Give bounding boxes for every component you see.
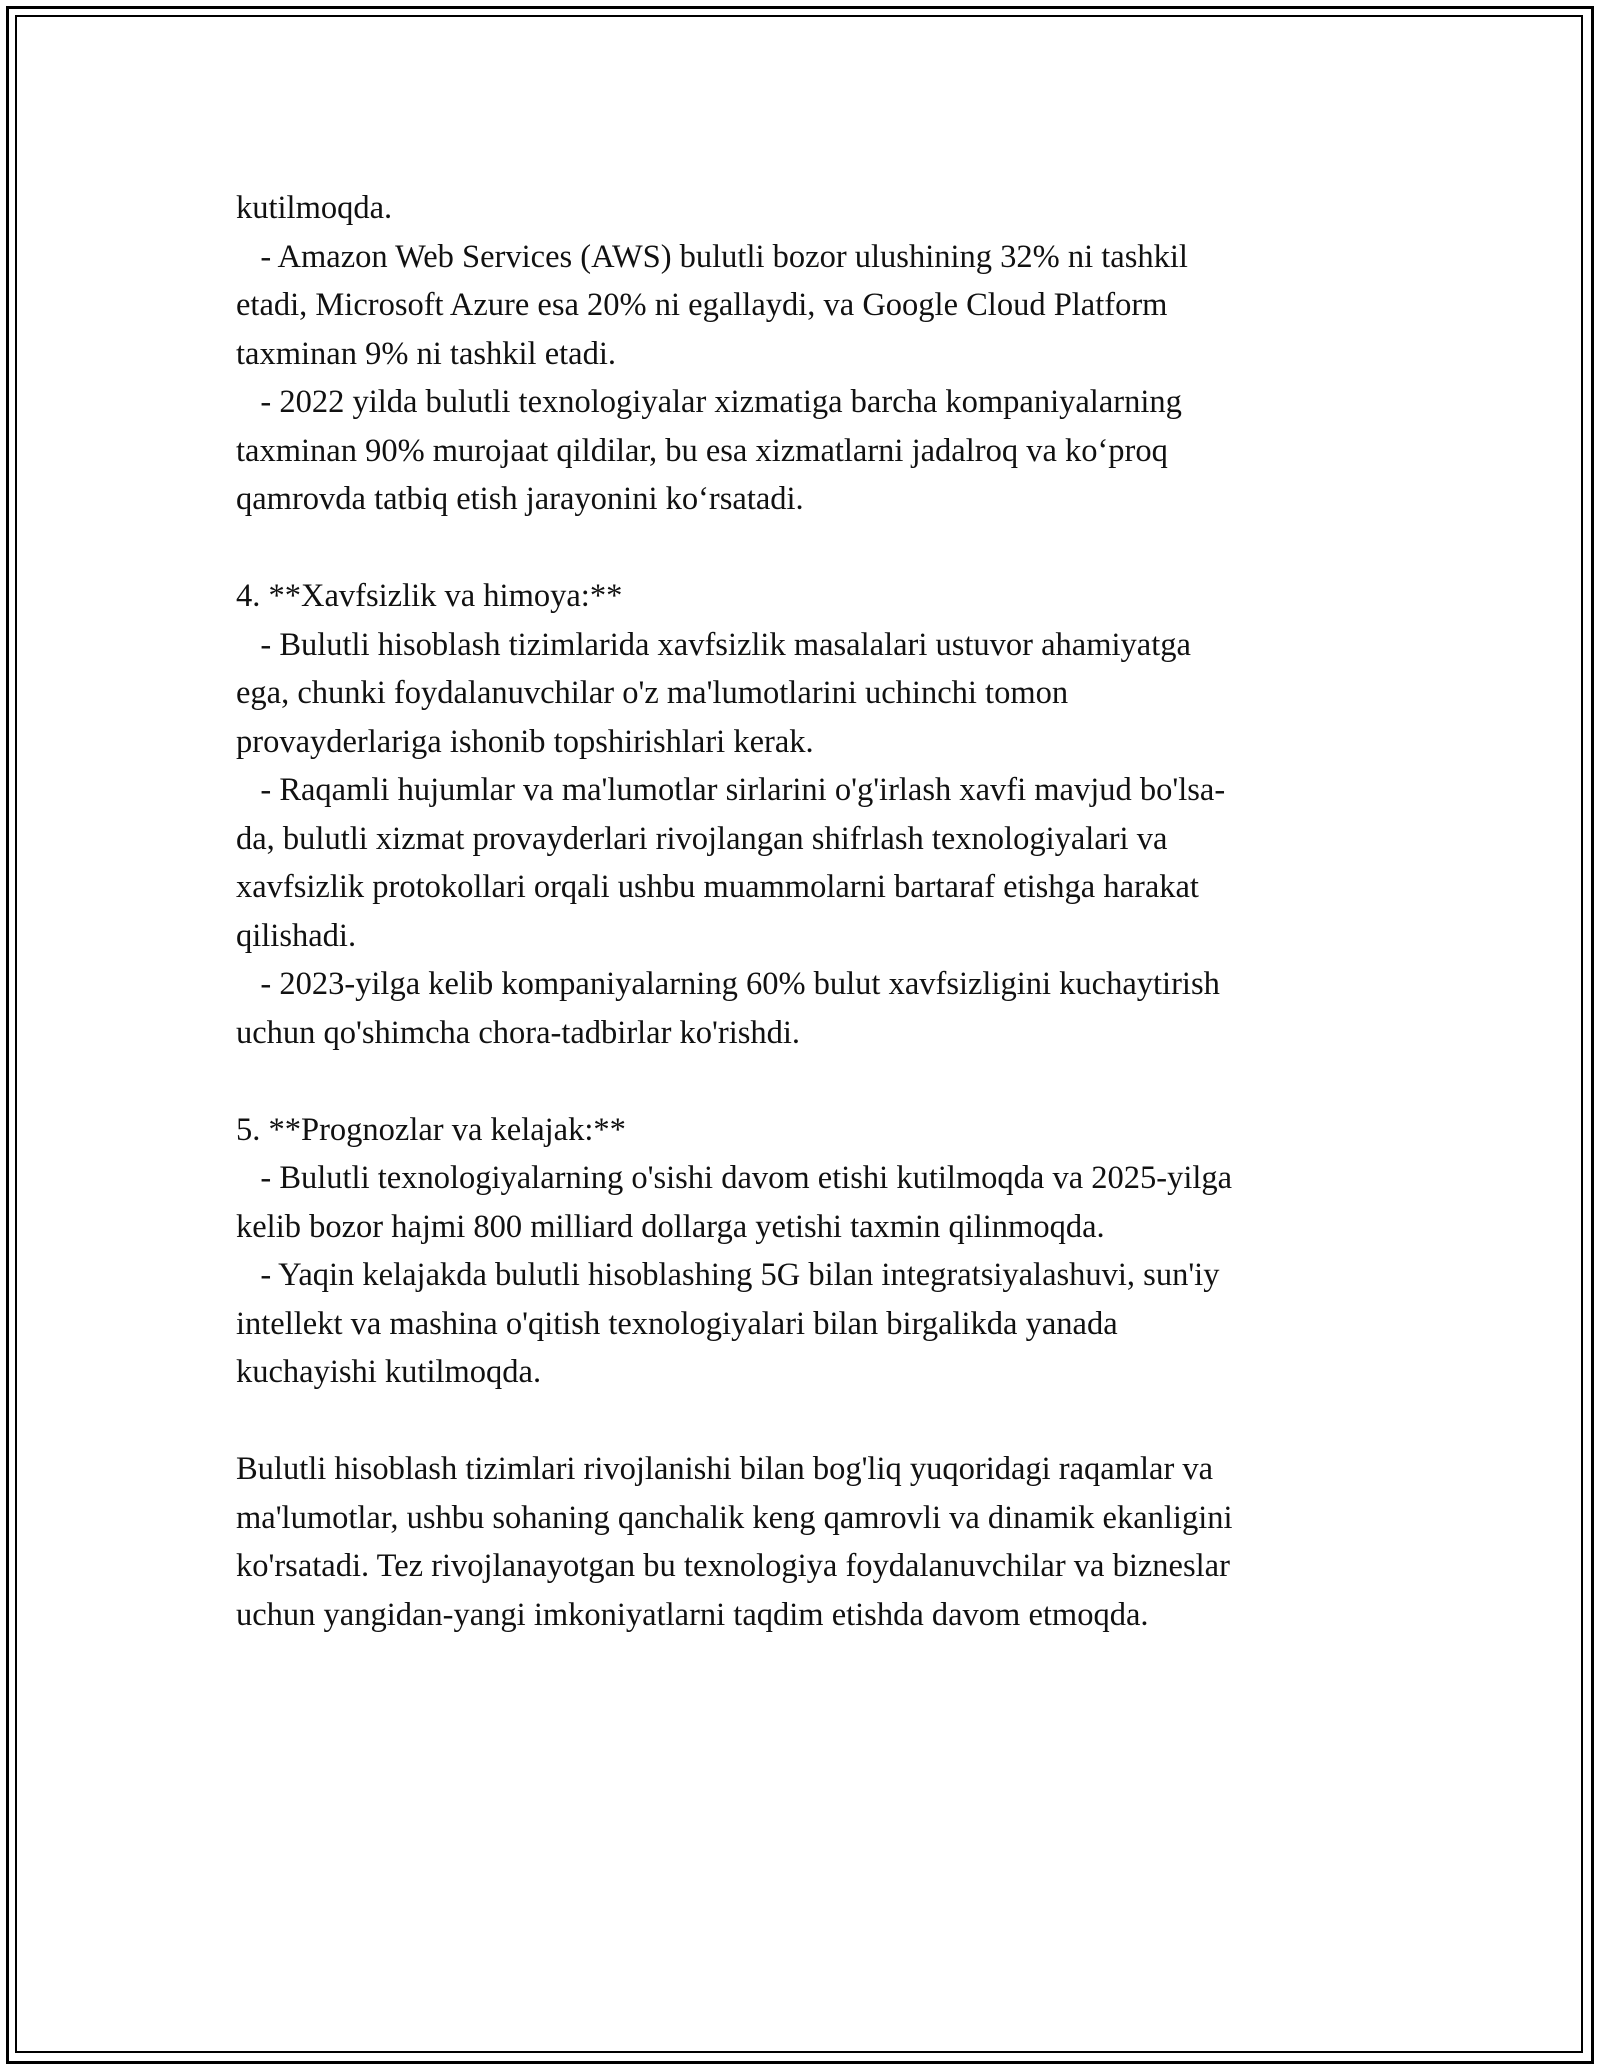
text-line: xavfsizlik protokollari orqali ushbu muammolarni bartaraf etishga harakat <box>236 869 1199 905</box>
text-line: da, bulutli xizmat provayderlari rivojlangan shifrlash texnologiyalari va <box>236 820 1168 857</box>
text-line: uchun yangidan-yangi imkoniyatlarni taqdim etishda davom etmoqda. <box>236 1596 1149 1633</box>
text-line: taxminan 90% murojaat qildilar, bu esa xizmatlarni jadalroq va ko‘proq <box>236 432 1168 469</box>
text-line: kuchayishi kutilmoqda. <box>236 1354 542 1390</box>
text-line: kutilmoqda. <box>236 190 393 226</box>
text-line: Bulutli hisoblash tizimlari rivojlanishi bilan bog'liq yuqoridagi raqamlar va <box>236 1451 1214 1487</box>
text-line: ko'rsatadi. Tez rivojlanayotgan bu texnologiya foydalanuvchilar va bizneslar <box>236 1548 1230 1584</box>
text-line: taxminan 9% ni tashkil etadi. <box>236 335 616 372</box>
text-line: - Raqamli hujumlar va ma'lumotlar sirlarini o'g'irlash xavfi mavjud bo'lsa- <box>236 772 1226 808</box>
text-line: - 2023-yilga kelib kompaniyalarning 60% bulut xavfsizligini kuchaytirish <box>236 966 1220 1002</box>
text-line: ega, chunki foydalanuvchilar o'z ma'lumotlarini uchinchi tomon <box>236 675 1069 711</box>
text-line: uchun qo'shimcha chora-tadbirlar ko'rishdi. <box>236 1014 801 1051</box>
text-line: etadi, Microsoft Azure esa 20% ni egallaydi, va Google Cloud Platform <box>236 287 1168 323</box>
section-heading: 4. **Xavfsizlik va himoya:** <box>236 578 623 614</box>
section-heading: 5. **Prognozlar va kelajak:** <box>236 1111 626 1148</box>
paragraph-gap <box>236 524 1396 573</box>
text-line: - 2022 yilda bulutli texnologiyalar xizmatiga barcha kompaniyalarning <box>236 384 1182 420</box>
text-line: - Bulutli hisoblash tizimlarida xavfsizlik masalalari ustuvor ahamiyatga <box>236 626 1191 663</box>
text-line: - Amazon Web Services (AWS) bulutli bozor ulushining 32% ni tashkil <box>236 238 1188 275</box>
document-body <box>236 184 1396 1639</box>
text-line: kelib bozor hajmi 800 milliard dollarga yetishi taxmin qilinmoqda. <box>236 1208 1105 1245</box>
text-line: - Yaqin kelajakda bulutli hisoblashing 5G bilan integratsiyalashuvi, sun'iy <box>236 1257 1220 1293</box>
text-line: intellekt va mashina o'qitish texnologiyalari bilan birgalikda yanada <box>236 1305 1118 1342</box>
text-line: qilishadi. <box>236 917 357 954</box>
text-line: - Bulutli texnologiyalarning o'sishi davom etishi kutilmoqda va 2025-yilga <box>236 1160 1233 1196</box>
paragraph-gap <box>236 1057 1396 1106</box>
text-line: ma'lumotlar, ushbu sohaning qanchalik keng qamrovli va dinamik ekanligini <box>236 1499 1233 1536</box>
paragraph-gap <box>236 1397 1396 1446</box>
text-line: provayderlariga ishonib topshirishlari kerak. <box>236 723 814 760</box>
text-line: qamrovda tatbiq etish jarayonini ko‘rsatadi. <box>236 481 804 517</box>
